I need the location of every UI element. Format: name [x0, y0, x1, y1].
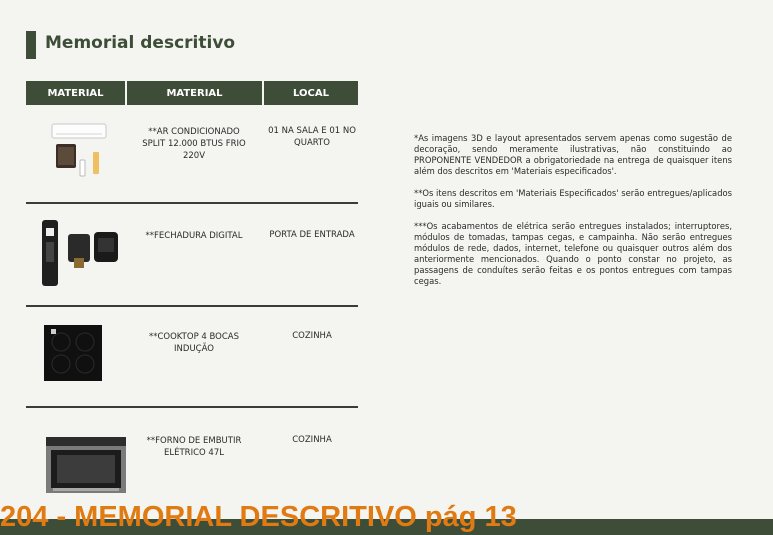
title-accent-bar	[26, 31, 36, 59]
material-cell: **FORNO DE EMBUTIR ELÉTRICO 47L	[146, 436, 242, 458]
footer-text: 204 - MEMORIAL DESCRITIVO pág 13	[0, 501, 517, 533]
note-2: **Os itens descritos em 'Materiais Especificados' serão entregues/aplicados iguais ou similares.	[414, 188, 732, 209]
digital-lock-icon	[40, 218, 120, 290]
local-cell: COZINHA	[292, 331, 332, 341]
cooktop-icon	[43, 324, 103, 382]
table-row	[26, 210, 358, 302]
header-material-1: MATERIAL	[26, 81, 125, 105]
local-cell: COZINHA	[292, 435, 332, 445]
note-1: *As imagens 3D e layout apresentados servem apenas como sugestão de decoração, sendo meramente ilustrativas, não constituindo ao PROPONENTE VENDEDOR a obrigatoriedade na entrega de quaisquer itens além dos descritos em 'Materiais especificados'.	[414, 133, 732, 176]
air-conditioner-icon	[48, 122, 108, 180]
header-material-2: MATERIAL	[127, 81, 262, 105]
row-divider	[26, 202, 358, 204]
row-divider	[26, 406, 358, 408]
row-divider	[26, 305, 358, 307]
local-cell: PORTA DE ENTRADA	[269, 230, 355, 240]
table-row	[26, 314, 358, 402]
note-3: ***Os acabamentos de elétrica serão entregues instalados; interruptores, módulos de tomadas, tampas cegas, e campainha. Não serão entregues módulos de rede, dados, internet, telefone ou quaisquer outros além dos anteriormente mencionados. Quando o ponto constar no projeto, as passagens de conduítes serão feitas e os pontos entregues com tampas cegas.	[414, 221, 732, 286]
table-header	[26, 81, 358, 105]
header-local: LOCAL	[264, 81, 358, 105]
table-row	[26, 414, 358, 498]
notes-block	[414, 133, 732, 298]
material-cell: **AR CONDICIONADO SPLIT 12.000 BTUS FRIO 220V	[142, 127, 246, 161]
material-cell: **FECHADURA DIGITAL	[145, 231, 243, 241]
material-cell: **COOKTOP 4 BOCAS INDUÇÃO	[148, 332, 240, 354]
table-row	[26, 110, 358, 202]
oven-icon	[45, 436, 127, 494]
page-title: Memorial descritivo	[45, 33, 236, 53]
local-cell: 01 NA SALA E 01 NO QUARTO	[268, 126, 356, 148]
